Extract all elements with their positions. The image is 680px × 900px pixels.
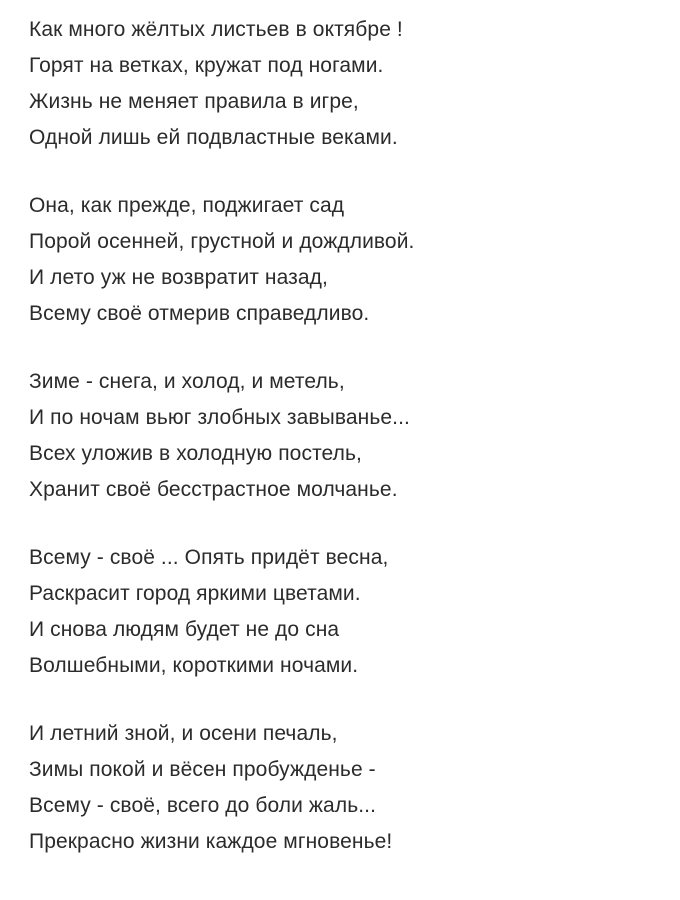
poem-line: И снова людям будет не до сна [29,618,340,641]
poem-line: Как много жёлтых листьев в октябре ! [29,18,403,41]
poem-line: И летний зной, и осени печаль, [29,722,338,745]
poem-line: Всех уложив в холодную постель, [29,442,362,465]
stanza-3 [29,364,669,508]
poem-text [29,12,669,860]
poem-line: Волшебными, короткими ночами. [29,654,359,677]
poem-line: Она, как прежде, поджигает сад [29,194,345,217]
stanza-2 [29,188,669,332]
stanza-1 [29,12,669,156]
stanza-4 [29,540,669,684]
poem-line: Всему своё отмерив справедливо. [29,302,370,325]
poem-line: Прекрасно жизни каждое мгновенье! [29,830,393,853]
poem-line: Жизнь не меняет правила в игре, [29,90,359,113]
poem-line: Зимы покой и вёсен пробужденье - [29,758,376,781]
poem-line: Раскрасит город яркими цветами. [29,582,361,605]
poem-line: Горят на ветках, кружат под ногами. [29,54,384,77]
poem-line: Порой осенней, грустной и дождливой. [29,230,415,253]
stanza-5 [29,716,669,860]
poem-line: Всему - своё, всего до боли жаль... [29,794,377,817]
poem-line: Хранит своё бесстрастное молчанье. [29,478,398,501]
poem-line: И лето уж не возвратит назад, [29,266,328,289]
poem-line: И по ночам вьюг злобных завыванье... [29,406,410,429]
poem-line: Всему - своё ... Опять придёт весна, [29,546,389,569]
poem-line: Одной лишь ей подвластные веками. [29,126,398,149]
poem-line: Зиме - снега, и холод, и метель, [29,370,345,393]
